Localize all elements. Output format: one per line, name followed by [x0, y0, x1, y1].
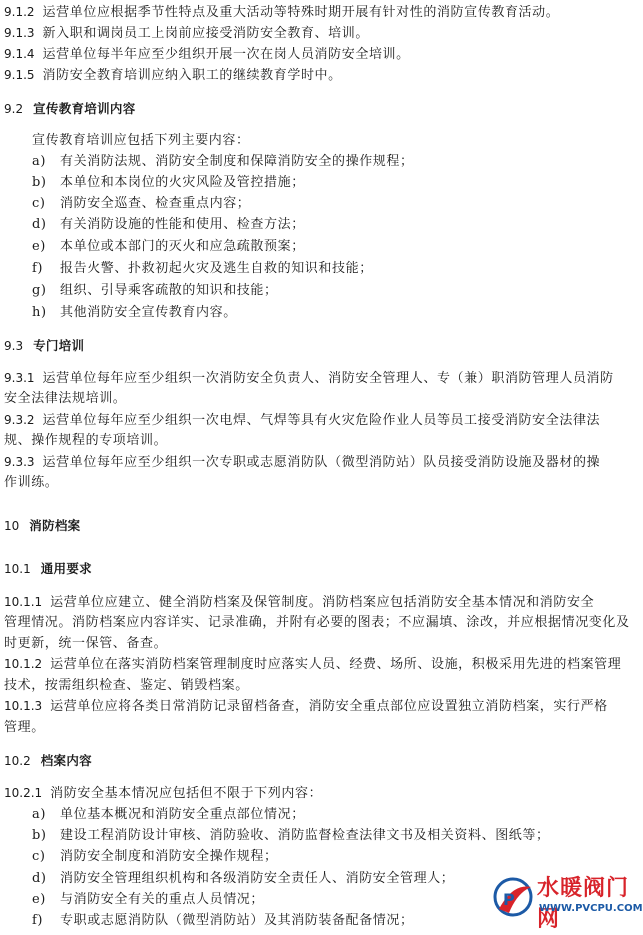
- clause-9-1-2: [4, 4, 639, 21]
- clause-9-1-3: [4, 25, 639, 42]
- list-text: 组织、引导乘客疏散的知识和技能；: [60, 283, 278, 298]
- list-text: 本单位或本部门的灭火和应急疏散预案；: [60, 239, 305, 254]
- svg-text:P: P: [503, 890, 515, 909]
- list-label: g): [32, 283, 47, 298]
- chapter-heading-10: [4, 517, 639, 535]
- list-item: [32, 153, 639, 170]
- list-text: 报告火警、扑救初起火灾及逃生自救的知识和技能；: [60, 261, 373, 276]
- section-title: 宣传教育培训内容: [33, 101, 136, 116]
- clause-number: 10.1.1: [4, 595, 43, 609]
- list-label: f): [32, 261, 44, 276]
- clause-number: 10.2.1: [4, 786, 43, 800]
- list-text: 消防安全巡查、检查重点内容；: [60, 196, 251, 211]
- clause-continuation: 时更新，统一保管、备查。: [4, 636, 168, 651]
- section-title: 档案内容: [40, 753, 92, 768]
- watermark: [487, 869, 643, 932]
- list-item: [32, 827, 639, 844]
- clause-10-1-1: [4, 594, 639, 611]
- clause-continuation: 作训练。: [4, 475, 59, 490]
- list-text: 建设工程消防设计审核、消防验收、消防监督检查法律文书及相关资料、图纸等；: [60, 828, 550, 843]
- clause-continuation: 管理。: [4, 720, 45, 735]
- list-item: [32, 174, 639, 191]
- list-label: b): [32, 828, 47, 843]
- section-heading-10-1: [4, 560, 639, 578]
- clause-text: 消防安全基本情况应包括但不限于下列内容：: [50, 786, 323, 801]
- list-label: d): [32, 217, 47, 232]
- clause-9-1-5: [4, 67, 639, 84]
- list-item: [32, 282, 639, 299]
- list-item: [32, 806, 639, 823]
- clause-number: 9.3.1: [4, 371, 35, 385]
- chapter-number: 10: [4, 519, 20, 533]
- list-text: 与消防安全有关的重点人员情况；: [60, 892, 265, 907]
- clause-10-1-3: [4, 698, 639, 715]
- clause-text: 运营单位应将各类日常消防记录留档备查，消防安全重点部位应设置独立消防档案，实行严格: [50, 699, 608, 714]
- section-heading-10-2: [4, 752, 639, 770]
- clause-number: 10.1.2: [4, 657, 43, 671]
- list-text: 单位基本概况和消防安全重点部位情况；: [60, 807, 305, 822]
- section-heading-9-3: [4, 337, 639, 355]
- watermark-brand: 水暖阀门网: [537, 876, 630, 932]
- clause-text: 运营单位应根据季节性特点及重大活动等特殊时期开展有针对性的消防宣传教育活动。: [42, 5, 560, 20]
- list-text: 消防安全制度和消防安全操作规程；: [60, 849, 278, 864]
- list-label: c): [32, 849, 46, 864]
- clause-10-2-1: [4, 785, 639, 802]
- clause-number: 9.1.2: [4, 5, 35, 19]
- clause-9-3-1: [4, 370, 639, 387]
- list-label: d): [32, 871, 47, 886]
- section-heading-9-2: [4, 100, 639, 118]
- list-label: e): [32, 239, 46, 254]
- clause-9-3-3: [4, 454, 639, 471]
- list-label: a): [32, 154, 47, 169]
- clause-number: 10.1.3: [4, 699, 43, 713]
- list-label: h): [32, 305, 47, 320]
- clause-number: 9.1.3: [4, 26, 35, 40]
- list-text: 本单位和本岗位的火灾风险及管控措施；: [60, 175, 305, 190]
- section-number: 9.3: [4, 339, 24, 353]
- list-text: 消防安全管理组织机构和各级消防安全责任人、消防安全管理人；: [60, 871, 455, 886]
- clause-number: 9.1.5: [4, 68, 35, 82]
- section-number: 9.2: [4, 102, 24, 116]
- list-text: 有关消防法规、消防安全制度和保障消防安全的操作规程；: [60, 154, 414, 169]
- section-number: 10.2: [4, 754, 31, 768]
- clause-number: 9.3.3: [4, 455, 35, 469]
- section-title: 专门培训: [33, 338, 85, 353]
- list-label: e): [32, 892, 46, 907]
- clause-text: 运营单位每年应至少组织一次电焊、气焊等具有火灾危险作业人员等员工接受消防安全法律法: [42, 413, 601, 428]
- clause-text: 运营单位在落实消防档案管理制度时应落实人员、经费、场所、设施，积极采用先进的档案管理: [50, 657, 622, 672]
- list-item: [32, 260, 639, 277]
- clause-continuation: 安全法律法规培训。: [4, 391, 127, 406]
- clause-text: 运营单位每年应至少组织一次消防安全负责人、消防安全管理人、专（兼）职消防管理人员消防: [42, 371, 614, 386]
- watermark-url: WWW.PVCPU.COM: [539, 903, 643, 914]
- clause-text: 运营单位每半年应至少组织开展一次在岗人员消防安全培训。: [42, 47, 410, 62]
- list-item: [32, 238, 639, 255]
- list-label: f): [32, 913, 44, 928]
- list-item: [32, 848, 639, 865]
- list-label: b): [32, 175, 47, 190]
- clause-text: 新入职和调岗员工上岗前应接受消防安全教育、培训。: [42, 26, 369, 41]
- list-text: 专职或志愿消防队（微型消防站）及其消防装备配备情况；: [60, 913, 414, 928]
- section-title: 通用要求: [40, 561, 92, 576]
- list-text: 有关消防设施的性能和使用、检查方法；: [60, 217, 305, 232]
- chapter-title: 消防档案: [29, 518, 81, 533]
- section-number: 10.1: [4, 562, 31, 576]
- clause-number: 9.3.2: [4, 413, 35, 427]
- list-item: [32, 304, 639, 321]
- list-label: a): [32, 807, 47, 822]
- clause-number: 9.1.4: [4, 47, 35, 61]
- list-text: 其他消防安全宣传教育内容。: [60, 305, 237, 320]
- clause-continuation: 管理情况。消防档案应内容详实、记录准确，并附有必要的图表；不应漏填、涂改，并应根据情况变化及: [4, 615, 630, 630]
- clause-text: 运营单位应建立、健全消防档案及保管制度。消防档案应包括消防安全基本情况和消防安全: [50, 595, 595, 610]
- clause-continuation: 规、操作规程的专项培训。: [4, 433, 168, 448]
- clause-9-3-2: [4, 412, 639, 429]
- clause-continuation: 技术，按需组织检查、鉴定、销毁档案。: [4, 678, 249, 693]
- list-label: c): [32, 196, 46, 211]
- list-item: [32, 195, 639, 212]
- clause-9-1-4: [4, 46, 639, 63]
- clause-text: 消防安全教育培训应纳入职工的继续教育学时中。: [42, 68, 342, 83]
- list-item: [32, 216, 639, 233]
- clause-10-1-2: [4, 656, 639, 673]
- clause-text: 运营单位每年应至少组织一次专职或志愿消防队（微型消防站）队员接受消防设施及器材的操: [42, 455, 601, 470]
- pv-logo-icon: [491, 873, 535, 923]
- section-intro: 宣传教育培训应包括下列主要内容：: [32, 133, 250, 148]
